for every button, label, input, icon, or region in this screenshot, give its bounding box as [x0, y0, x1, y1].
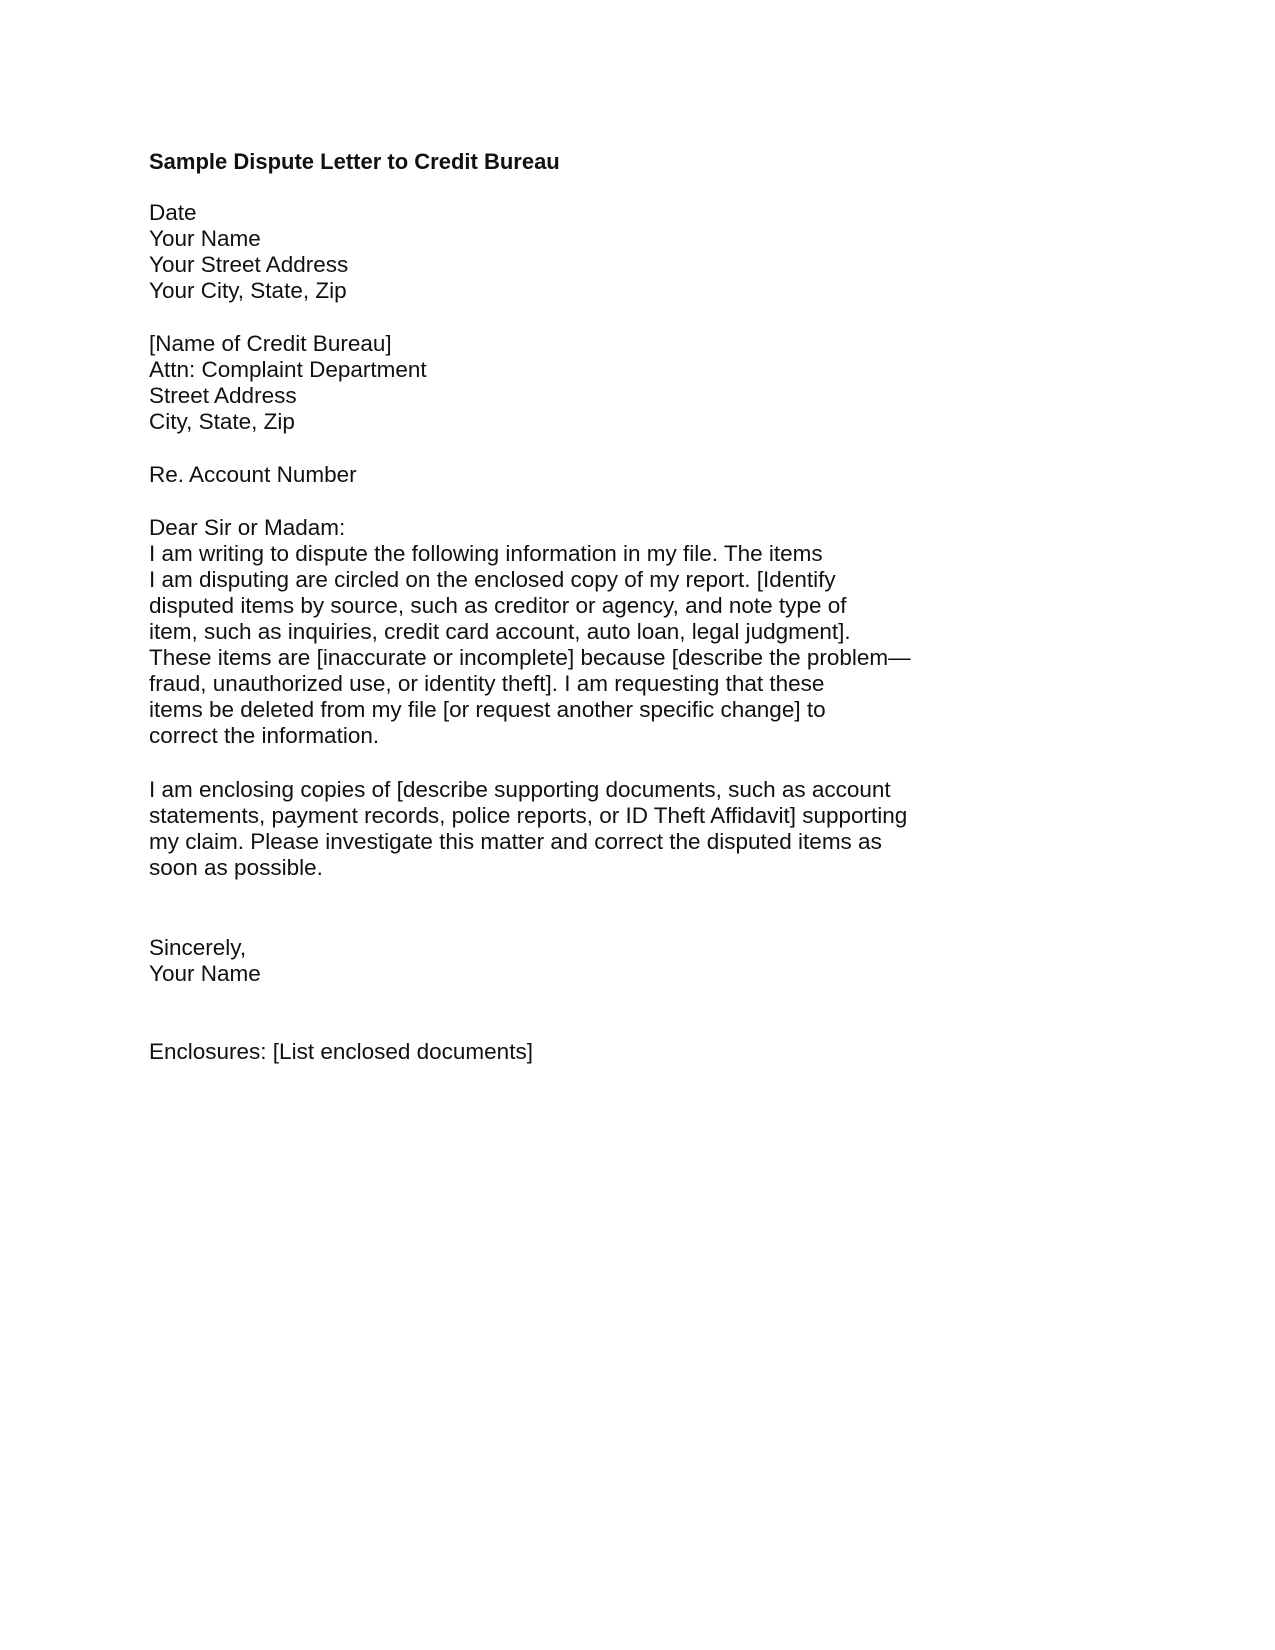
recipient-address-block — [149, 331, 427, 435]
body-line: These items are [inaccurate or incomplete] because [describe the problem— — [149, 645, 911, 670]
sender-street: Your Street Address — [149, 252, 349, 277]
body-line: correct the information. — [149, 723, 380, 748]
body-line: I am writing to dispute the following information in my file. The items — [149, 541, 823, 566]
closing-block — [149, 935, 261, 987]
letter-title: Sample Dispute Letter to Credit Bureau — [149, 149, 560, 174]
salutation: Dear Sir or Madam: — [149, 515, 346, 540]
recipient-attn: Attn: Complaint Department — [149, 357, 427, 382]
sender-date: Date — [149, 200, 197, 225]
body-line: fraud, unauthorized use, or identity theft]. I am requesting that these — [149, 671, 825, 696]
recipient-name: [Name of Credit Bureau] — [149, 331, 392, 356]
body-line: I am enclosing copies of [describe supporting documents, such as account — [149, 777, 891, 802]
body-paragraph-2 — [149, 777, 907, 881]
recipient-city-state-zip: City, State, Zip — [149, 409, 295, 434]
sender-city-state-zip: Your City, State, Zip — [149, 278, 347, 303]
body-paragraph-1 — [149, 515, 911, 749]
reference-line: Re. Account Number — [149, 462, 357, 487]
body-line: statements, payment records, police reports, or ID Theft Affidavit] supporting — [149, 803, 908, 828]
body-line: soon as possible. — [149, 855, 323, 880]
body-line: my claim. Please investigate this matter and correct the disputed items as — [149, 829, 882, 854]
sender-name: Your Name — [149, 226, 261, 251]
recipient-street: Street Address — [149, 383, 297, 408]
enclosures-line: Enclosures: [List enclosed documents] — [149, 1039, 533, 1064]
body-line: items be deleted from my file [or request another specific change] to — [149, 697, 826, 722]
body-line: item, such as inquiries, credit card account, auto loan, legal judgment]. — [149, 619, 851, 644]
closing-signature-name: Your Name — [149, 961, 261, 986]
body-line: disputed items by source, such as creditor or agency, and note type of — [149, 593, 847, 618]
closing-valediction: Sincerely, — [149, 935, 247, 960]
sender-address-block — [149, 200, 348, 304]
body-line: I am disputing are circled on the enclosed copy of my report. [Identify — [149, 567, 836, 592]
